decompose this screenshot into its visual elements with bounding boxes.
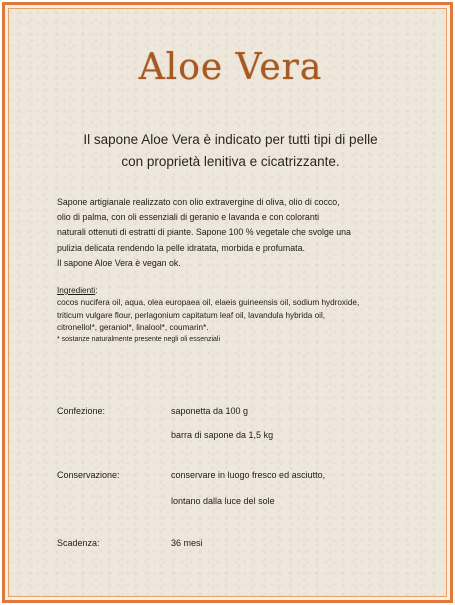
description-line: naturali ottenuti di estratti di piante. Sapone 100 % vegetale che svolge una — [57, 227, 351, 238]
intro-line-2: con proprietà lenitiva e cicatrizzante. — [121, 154, 340, 169]
packaging-label: Confezione: — [57, 406, 106, 416]
expiry-value: 36 mesi — [171, 538, 203, 548]
storage-value-1: conservare in luogo fresco ed asciutto, — [171, 470, 326, 480]
ingredients-heading-row — [57, 285, 427, 297]
ingredients-heading-colon: : — [95, 286, 98, 295]
ingredients-line: citronellol*, geraniol*, linalool*, coumarin*. — [57, 322, 209, 332]
storage-value-2: lontano dalla luce del sole — [171, 496, 275, 506]
ingredients-line: cocos nucifera oil, aqua, olea europaea oil, elaeis guineensis oil, sodium hydroxide, — [57, 298, 360, 308]
description — [57, 195, 417, 271]
description-line: olio di palma, con oli essenziali di geranio e lavanda e con coloranti — [57, 212, 320, 223]
packaging-value-2: barra di sapone da 1,5 kg — [171, 430, 274, 440]
intro-line-1: Il sapone Aloe Vera è indicato per tutti tipi di pelle — [83, 132, 378, 147]
ingredients-line: triticum vulgare flour, perlagonium capitatum leaf oil, lavandula hybrida oil, — [57, 310, 326, 320]
product-title: Aloe Vera — [138, 47, 323, 88]
description-line: Il sapone Aloe Vera è vegan ok. — [57, 257, 181, 268]
storage-label: Conservazione: — [57, 470, 120, 480]
description-line: Sapone artigianale realizzato con olio extravergine di oliva, olio di cocco, — [57, 197, 340, 207]
intro-text — [5, 129, 455, 173]
description-line: pulizia delicata rendendo la pelle idratata, morbida e profumata. — [57, 242, 305, 253]
packaging-value-1: saponetta da 100 g — [171, 406, 249, 416]
page-frame — [2, 2, 453, 603]
expiry-label: Scadenza: — [57, 538, 100, 548]
ingredients — [57, 285, 427, 346]
ingredients-note: * sostanze naturalmente presente negli oli essenziali — [57, 336, 221, 344]
ingredients-heading: Ingredienti — [57, 286, 96, 295]
